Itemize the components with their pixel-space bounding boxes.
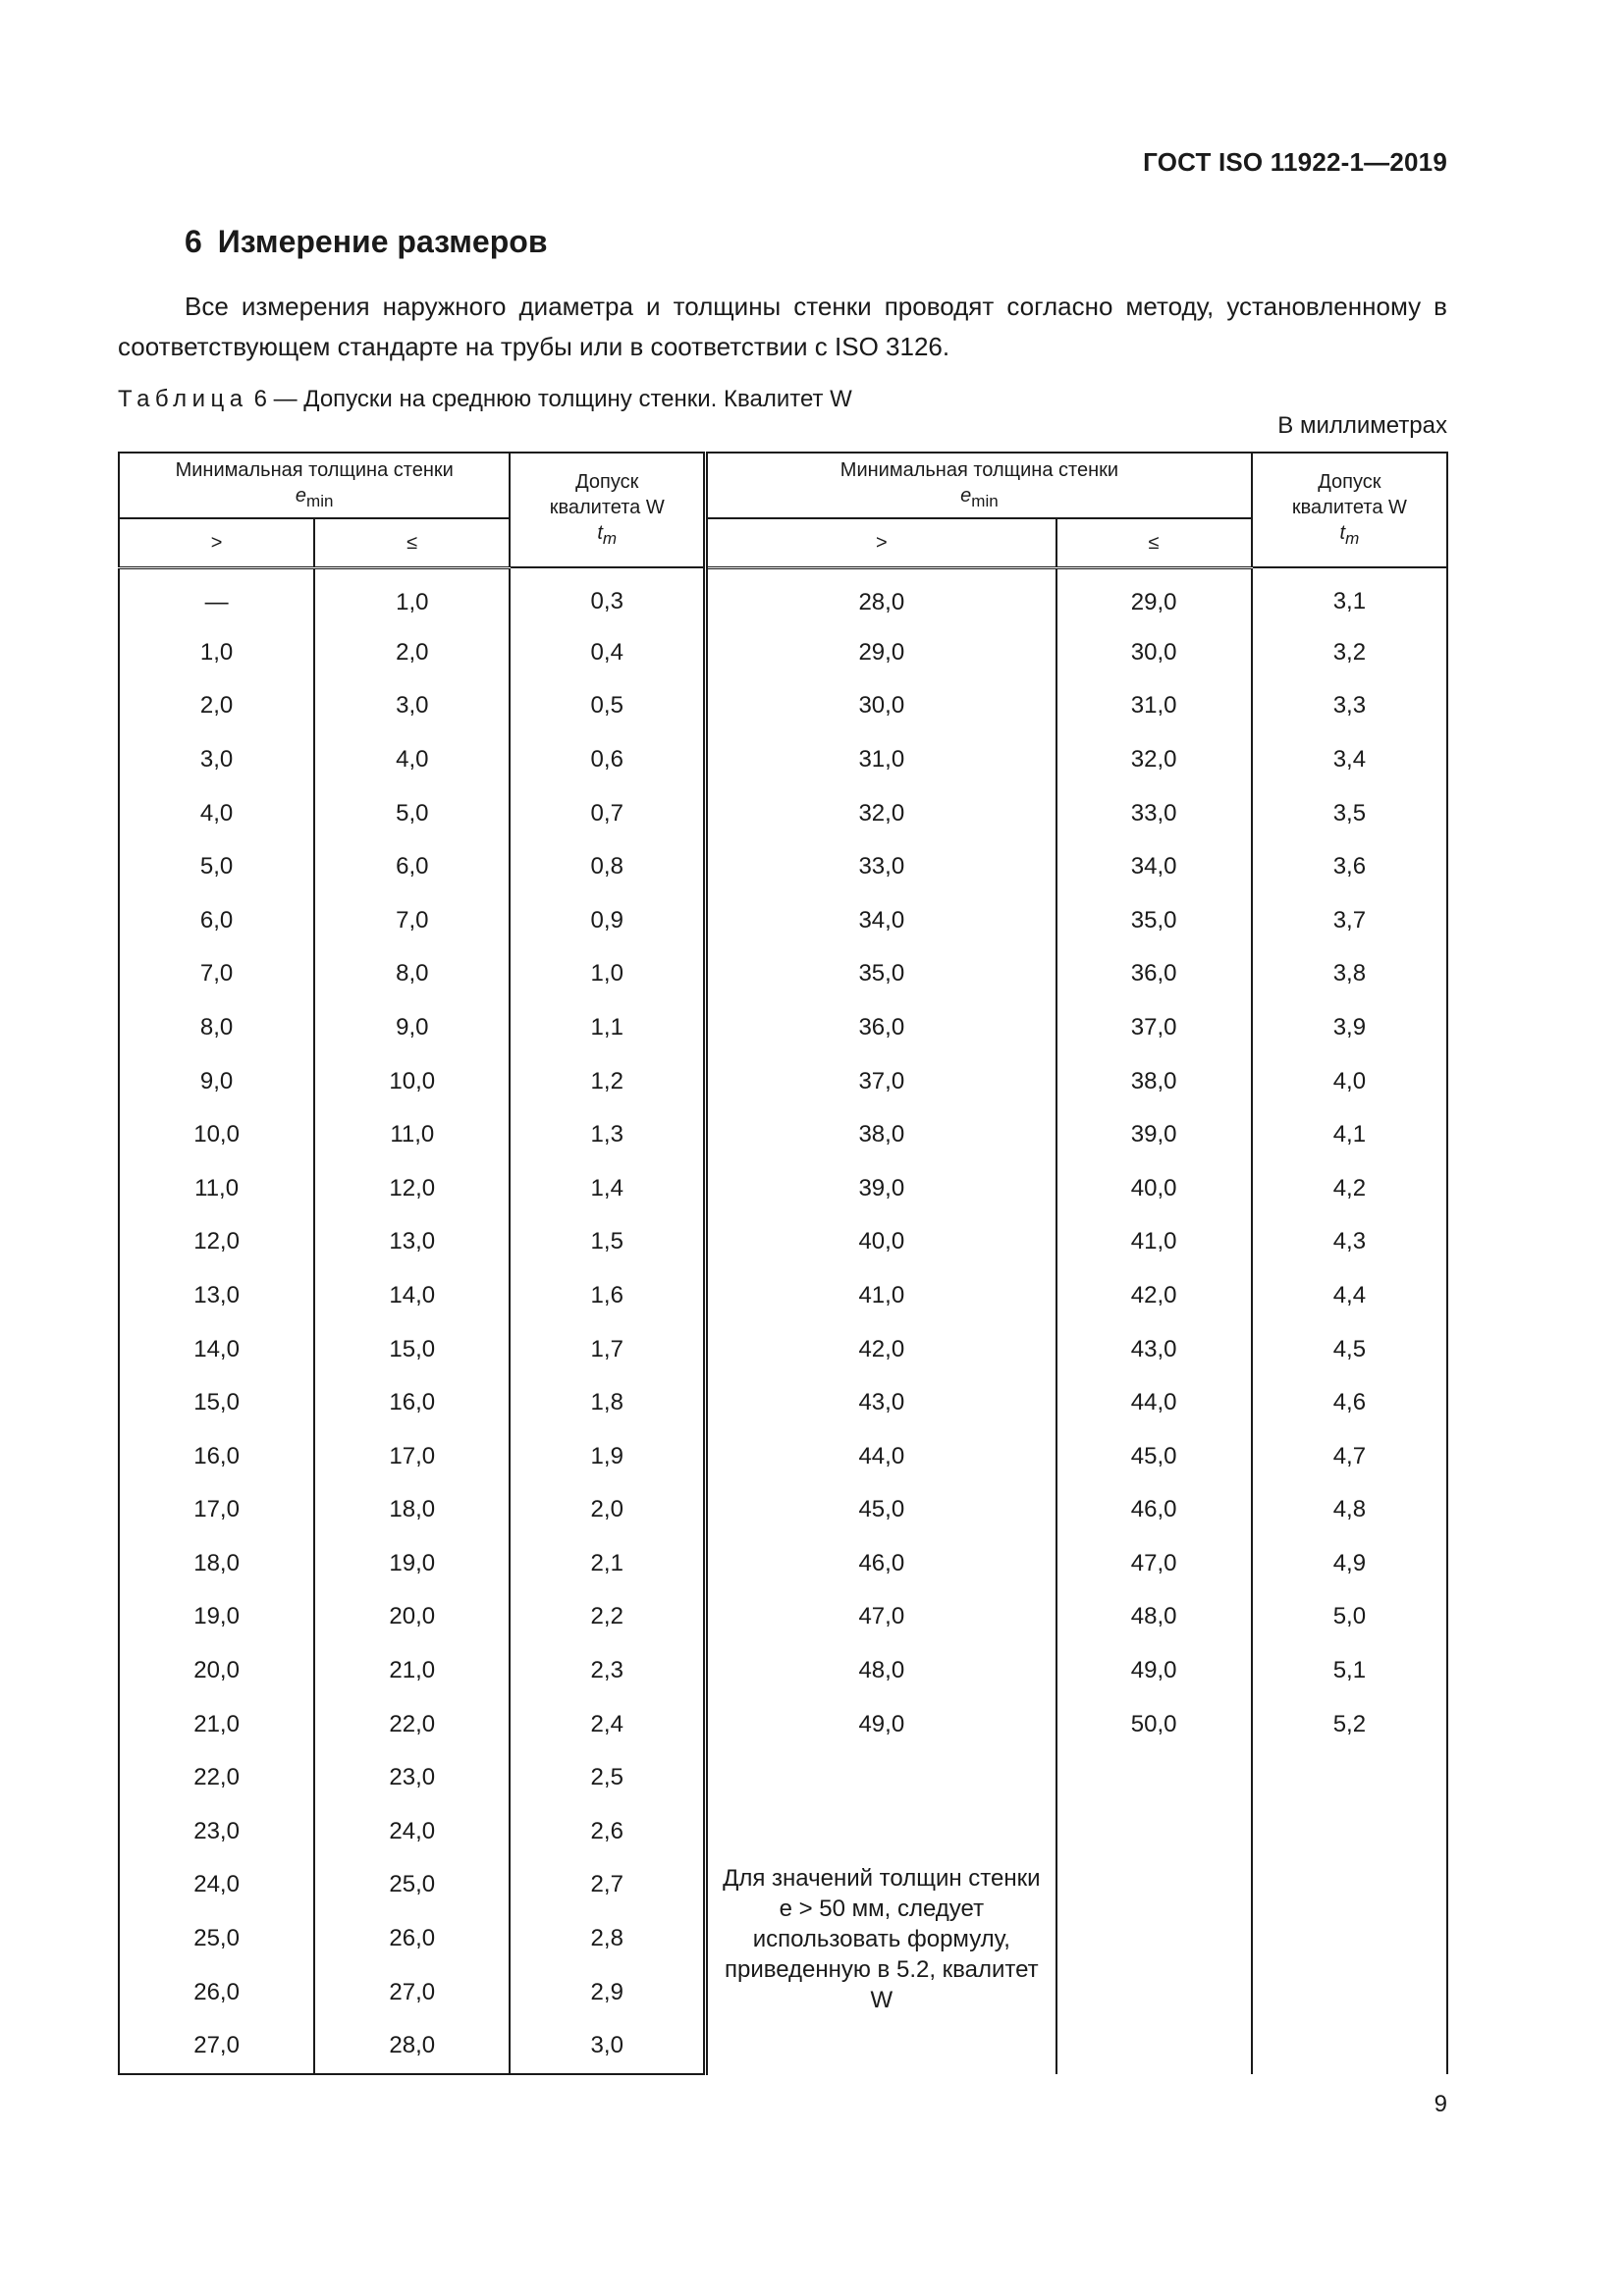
right-cell: 29,0 [1056,567,1252,626]
header-min-wall-right-subscript: min [971,491,999,510]
empty-cell [706,1751,1056,1805]
left-cell: 10,0 [119,1108,314,1162]
table-row [119,1322,1447,1376]
left-cell: 21,0 [314,1644,510,1698]
header-gt-left: > [119,518,314,567]
left-cell: 22,0 [119,1751,314,1805]
left-cell: 26,0 [314,1912,510,1966]
right-cell: 39,0 [1056,1108,1252,1162]
left-cell: 13,0 [119,1269,314,1323]
right-cell: 4,1 [1252,1108,1447,1162]
left-cell: 2,5 [510,1751,705,1805]
right-cell: 45,0 [706,1483,1056,1537]
right-cell: 30,0 [706,679,1056,733]
table-row [119,1108,1447,1162]
right-cell: 3,2 [1252,626,1447,680]
table-row [119,679,1447,733]
left-cell: — [119,567,314,626]
left-cell: 2,2 [510,1590,705,1644]
right-cell: 41,0 [706,1269,1056,1323]
header-gt-right: > [706,518,1056,567]
right-cell: 38,0 [1056,1054,1252,1108]
left-cell: 14,0 [314,1269,510,1323]
left-cell: 0,7 [510,786,705,840]
left-cell: 0,8 [510,840,705,894]
left-cell: 16,0 [314,1376,510,1430]
right-cell: 4,0 [1252,1054,1447,1108]
left-cell: 24,0 [314,1805,510,1859]
table-row [119,1376,1447,1430]
right-cell: 50,0 [1056,1697,1252,1751]
section-paragraph: Все измерения наружного диаметра и толщины стенки проводят согласно методу, установленному в соответствующем стандарте на трубы или в соответствии с ISO 3126. [118,292,1447,361]
left-cell: 3,0 [119,733,314,787]
table-row [119,1751,1447,1805]
right-cell: 32,0 [706,786,1056,840]
right-cell: 31,0 [706,733,1056,787]
right-cell: 48,0 [1056,1590,1252,1644]
header-tolerance-left-symbol: t [597,521,603,544]
left-cell: 9,0 [119,1054,314,1108]
right-cell: 40,0 [706,1215,1056,1269]
table-caption-label: Таблица [118,386,248,412]
table-row [119,1054,1447,1108]
left-cell: 17,0 [119,1483,314,1537]
right-cell: 5,1 [1252,1644,1447,1698]
right-cell: 44,0 [706,1429,1056,1483]
right-cell: 3,6 [1252,840,1447,894]
right-cell: 3,1 [1252,567,1447,626]
right-cell: 3,7 [1252,893,1447,947]
right-cell: 47,0 [1056,1537,1252,1591]
right-cell: 4,4 [1252,1269,1447,1323]
empty-cell [1252,1751,1447,1805]
right-cell: 34,0 [1056,840,1252,894]
left-cell: 2,1 [510,1537,705,1591]
left-cell: 23,0 [119,1805,314,1859]
left-cell: 12,0 [119,1215,314,1269]
left-cell: 2,6 [510,1805,705,1859]
left-cell: 0,6 [510,733,705,787]
right-cell: 43,0 [706,1376,1056,1430]
header-min-wall-left-label: Минимальная толщина стенки [175,458,454,481]
header-le-left: ≤ [314,518,510,567]
table-row [119,840,1447,894]
table-row [119,1215,1447,1269]
header-tolerance-left [510,453,705,567]
right-cell: 3,3 [1252,679,1447,733]
right-cell: 5,0 [1252,1590,1447,1644]
left-cell: 2,8 [510,1912,705,1966]
empty-cell [1252,1805,1447,2074]
table-row [119,1644,1447,1698]
header-min-wall-left [119,453,510,518]
right-cell: 46,0 [1056,1483,1252,1537]
header-tolerance-right-subscript: m [1345,528,1360,548]
left-cell: 1,9 [510,1429,705,1483]
left-cell: 8,0 [119,1001,314,1055]
left-cell: 23,0 [314,1751,510,1805]
left-cell: 18,0 [119,1537,314,1591]
table-row [119,947,1447,1001]
right-cell: 4,5 [1252,1322,1447,1376]
left-cell: 22,0 [314,1697,510,1751]
page-number: 9 [1434,2091,1447,2117]
left-cell: 1,0 [510,947,705,1001]
right-cell: 48,0 [706,1644,1056,1698]
left-cell: 26,0 [119,1965,314,2019]
table-row [119,1001,1447,1055]
right-cell: 31,0 [1056,679,1252,733]
right-cell: 38,0 [706,1108,1056,1162]
right-cell: 34,0 [706,893,1056,947]
right-cell: 5,2 [1252,1697,1447,1751]
left-cell: 7,0 [314,893,510,947]
left-cell: 11,0 [119,1161,314,1215]
right-cell: 43,0 [1056,1322,1252,1376]
table-row [119,893,1447,947]
section-number: 6 [185,224,202,259]
right-cell: 37,0 [1056,1001,1252,1055]
header-le-right: ≤ [1056,518,1252,567]
header-min-wall-right-label: Минимальная толщина стенки [839,458,1119,481]
left-cell: 4,0 [314,733,510,787]
left-cell: 20,0 [314,1590,510,1644]
left-cell: 2,0 [510,1483,705,1537]
right-cell: 49,0 [1056,1644,1252,1698]
table-row [119,786,1447,840]
left-cell: 18,0 [314,1483,510,1537]
section-title-text: Измерение размеров [217,224,548,259]
right-cell: 28,0 [706,567,1056,626]
table-row [119,1697,1447,1751]
left-cell: 5,0 [314,786,510,840]
left-cell: 13,0 [314,1215,510,1269]
table-units: В миллиметрах [1277,412,1447,439]
right-cell: 29,0 [706,626,1056,680]
table-row [119,1161,1447,1215]
header-min-wall-right-symbol: e [960,484,972,507]
header-min-wall-right [706,453,1252,518]
right-cell: 3,4 [1252,733,1447,787]
left-cell: 6,0 [119,893,314,947]
header-tolerance-right-symbol: t [1339,521,1346,544]
right-cell: 39,0 [706,1161,1056,1215]
right-cell: 42,0 [706,1322,1056,1376]
left-cell: 0,9 [510,893,705,947]
empty-cell [1056,1751,1252,1805]
left-cell: 12,0 [314,1161,510,1215]
left-cell: 19,0 [119,1590,314,1644]
left-cell: 3,0 [510,2019,705,2074]
left-cell: 7,0 [119,947,314,1001]
right-cell: 37,0 [706,1054,1056,1108]
right-cell: 4,3 [1252,1215,1447,1269]
table-note: Для значений толщин стенки e > 50 мм, следует использовать формулу, приведенную в 5.2, квалитет W [706,1805,1056,2074]
left-cell: 11,0 [314,1108,510,1162]
left-cell: 19,0 [314,1537,510,1591]
left-cell: 27,0 [314,1965,510,2019]
left-cell: 1,4 [510,1161,705,1215]
left-cell: 2,3 [510,1644,705,1698]
right-cell: 35,0 [1056,893,1252,947]
table-row [119,733,1447,787]
left-cell: 1,2 [510,1054,705,1108]
left-cell: 17,0 [314,1429,510,1483]
left-cell: 25,0 [314,1858,510,1912]
right-cell: 45,0 [1056,1429,1252,1483]
right-cell: 33,0 [1056,786,1252,840]
table-row [119,1269,1447,1323]
left-cell: 10,0 [314,1054,510,1108]
table-row [119,1537,1447,1591]
right-cell: 3,9 [1252,1001,1447,1055]
left-cell: 1,0 [119,626,314,680]
right-cell: 46,0 [706,1537,1056,1591]
left-cell: 20,0 [119,1644,314,1698]
left-cell: 14,0 [119,1322,314,1376]
left-cell: 3,0 [314,679,510,733]
header-tolerance-right [1252,453,1447,567]
header-tolerance-left-line2: квалитета W [549,496,665,518]
left-cell: 2,0 [119,679,314,733]
left-cell: 0,5 [510,679,705,733]
left-cell: 0,3 [510,567,705,626]
left-cell: 0,4 [510,626,705,680]
table-row [119,626,1447,680]
left-cell: 5,0 [119,840,314,894]
right-cell: 3,8 [1252,947,1447,1001]
right-cell: 4,9 [1252,1537,1447,1591]
table-row [119,567,1447,626]
table-caption-text: 6 — Допуски на среднюю толщину стенки. Квалитет W [253,386,852,412]
right-cell: 49,0 [706,1697,1056,1751]
left-cell: 2,7 [510,1858,705,1912]
table-row [119,1429,1447,1483]
right-cell: 40,0 [1056,1161,1252,1215]
left-cell: 1,6 [510,1269,705,1323]
left-cell: 1,0 [314,567,510,626]
table-caption [118,386,852,413]
left-cell: 2,0 [314,626,510,680]
left-cell: 8,0 [314,947,510,1001]
table-row [119,1483,1447,1537]
left-cell: 1,3 [510,1108,705,1162]
header-min-wall-left-subscript: min [306,491,334,510]
right-cell: 41,0 [1056,1215,1252,1269]
left-cell: 16,0 [119,1429,314,1483]
right-cell: 36,0 [706,1001,1056,1055]
right-cell: 42,0 [1056,1269,1252,1323]
tolerance-table [118,452,1448,2075]
right-cell: 33,0 [706,840,1056,894]
left-cell: 25,0 [119,1912,314,1966]
right-cell: 4,8 [1252,1483,1447,1537]
left-cell: 2,4 [510,1697,705,1751]
left-cell: 1,7 [510,1322,705,1376]
header-tolerance-left-subscript: m [602,528,618,548]
left-cell: 24,0 [119,1858,314,1912]
standard-code: ГОСТ ISO 11922-1—2019 [1143,147,1447,177]
right-cell: 32,0 [1056,733,1252,787]
left-cell: 2,9 [510,1965,705,2019]
right-cell: 4,6 [1252,1376,1447,1430]
table-row [119,1590,1447,1644]
left-cell: 6,0 [314,840,510,894]
header-min-wall-left-symbol: e [295,484,307,507]
left-cell: 15,0 [119,1376,314,1430]
right-cell: 36,0 [1056,947,1252,1001]
right-cell: 4,7 [1252,1429,1447,1483]
left-cell: 28,0 [314,2019,510,2074]
left-cell: 1,5 [510,1215,705,1269]
table-row [119,1805,1447,1859]
section-title [185,224,547,260]
right-cell: 47,0 [706,1590,1056,1644]
left-cell: 21,0 [119,1697,314,1751]
left-cell: 4,0 [119,786,314,840]
right-cell: 35,0 [706,947,1056,1001]
right-cell: 44,0 [1056,1376,1252,1430]
left-cell: 9,0 [314,1001,510,1055]
right-cell: 3,5 [1252,786,1447,840]
right-cell: 30,0 [1056,626,1252,680]
left-cell: 1,8 [510,1376,705,1430]
header-tolerance-right-line1: Допуск [1318,470,1381,493]
left-cell: 1,1 [510,1001,705,1055]
header-tolerance-right-line2: квалитета W [1291,496,1407,518]
right-cell: 4,2 [1252,1161,1447,1215]
empty-cell [1056,1805,1252,2074]
table-body [119,567,1447,2074]
left-cell: 15,0 [314,1322,510,1376]
left-cell: 27,0 [119,2019,314,2074]
header-tolerance-left-line1: Допуск [575,470,639,493]
